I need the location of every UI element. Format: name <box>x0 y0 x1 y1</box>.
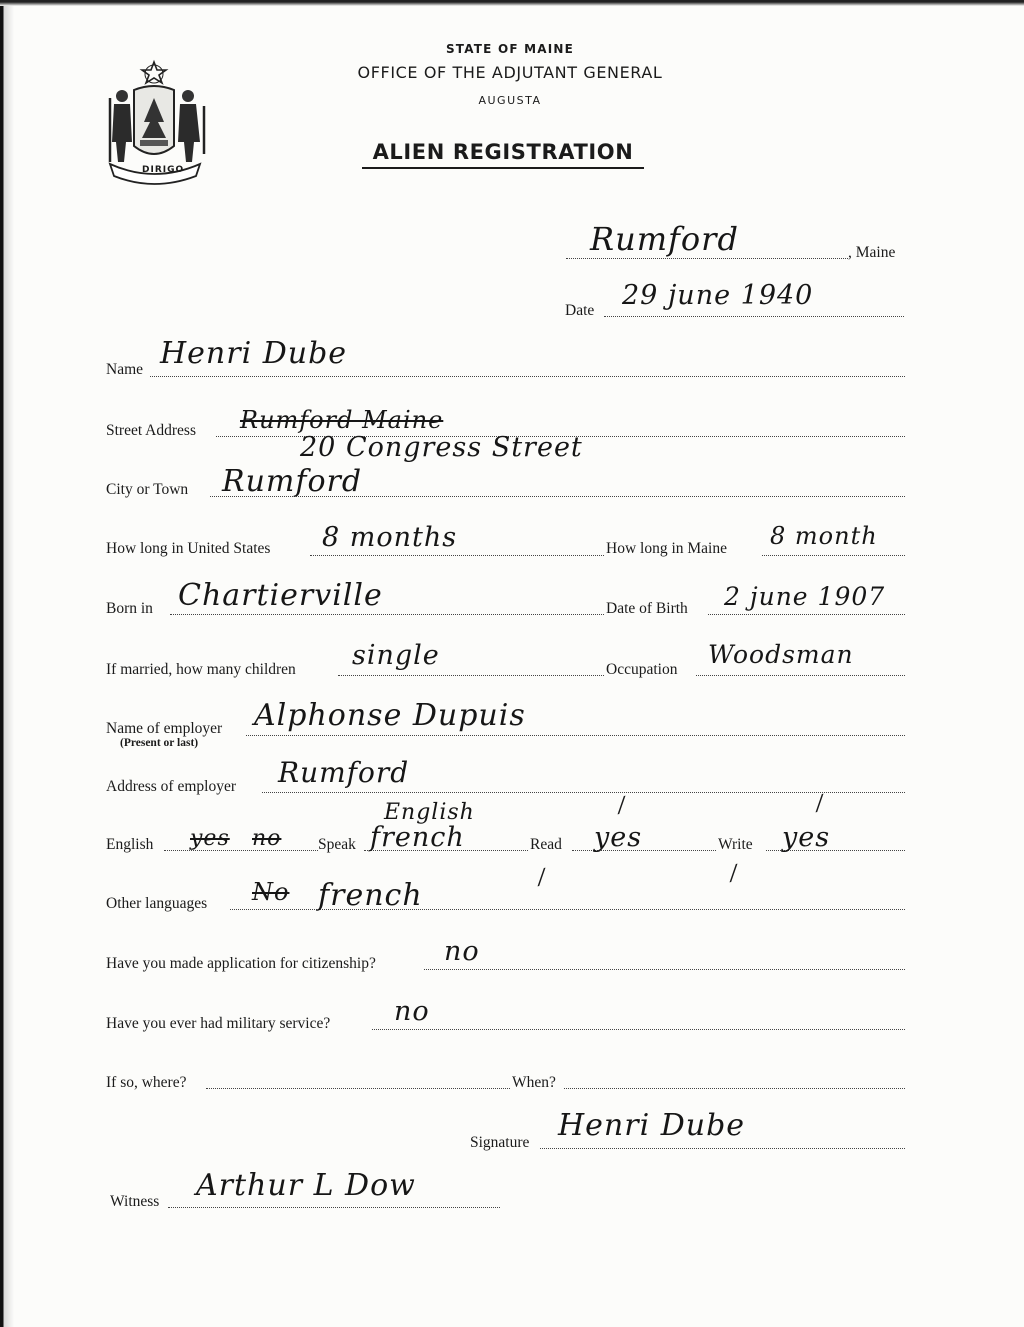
children-line <box>338 675 604 676</box>
signature-value: Henri Dube <box>558 1108 746 1143</box>
military-value: no <box>394 996 430 1027</box>
witness-label: Witness <box>110 1193 160 1210</box>
date-of-birth-line <box>708 614 905 615</box>
citizenship-label: Have you made application for citizenship? <box>106 955 376 972</box>
other-languages-struck: No <box>252 878 290 906</box>
date-label: Date <box>565 302 595 319</box>
where-line <box>206 1088 510 1089</box>
place-value: Rumford <box>590 220 739 258</box>
scan-edge-top <box>0 0 1024 6</box>
witness-value: Arthur L Dow <box>196 1168 416 1203</box>
occupation-value: Woodsman <box>708 640 854 669</box>
place-line <box>566 258 848 259</box>
read-checkmark-icon: ⁄ <box>617 793 627 820</box>
other-languages-label: Other languages <box>106 895 208 912</box>
city-value: Rumford <box>222 464 363 499</box>
other-languages-value: french <box>318 878 423 913</box>
military-label: Have you ever had military service? <box>106 1015 331 1032</box>
employer-address-line <box>262 792 905 793</box>
header-office: OFFICE OF THE ADJUTANT GENERAL <box>357 63 663 82</box>
street-address-label: Street Address <box>106 422 196 439</box>
name-label: Name <box>106 361 144 378</box>
how-long-maine-label: How long in Maine <box>606 540 727 557</box>
write-value: yes <box>782 822 831 853</box>
english-line <box>164 850 318 851</box>
citizenship-value: no <box>444 936 480 967</box>
born-in-line <box>170 614 604 615</box>
how-long-us-value: 8 months <box>322 522 458 553</box>
write-checkmark-icon: ⁄ <box>815 791 825 818</box>
other-languages-checkmark-2-icon: ⁄ <box>729 861 739 888</box>
header-city: AUGUSTA <box>478 94 542 107</box>
date-value: 29 june 1940 <box>622 280 814 311</box>
when-line <box>564 1088 905 1089</box>
street-address-value: 20 Congress Street <box>300 432 583 463</box>
occupation-label: Occupation <box>606 661 678 678</box>
children-value: single <box>352 640 440 671</box>
signature-line <box>540 1148 905 1149</box>
born-in-label: Born in <box>106 600 153 617</box>
english-label: English <box>106 836 154 853</box>
children-label: If married, how many children <box>106 661 296 678</box>
street-address-struck: Rumford Maine <box>240 406 444 434</box>
how-long-maine-line <box>762 555 905 556</box>
how-long-us-line <box>310 555 604 556</box>
city-label: City or Town <box>106 481 189 498</box>
occupation-line <box>696 675 905 676</box>
english-struck-no: no <box>252 826 282 851</box>
other-languages-checkmark-icon: ⁄ <box>537 865 547 892</box>
english-struck-yes: yes <box>190 826 230 851</box>
how-long-us-label: How long in United States <box>106 540 271 557</box>
speak-label: Speak <box>318 836 356 853</box>
when-label: When? <box>512 1074 556 1091</box>
employer-address-value: Rumford <box>278 756 410 789</box>
citizenship-line <box>424 969 905 970</box>
military-line <box>372 1029 905 1030</box>
witness-line <box>168 1207 500 1208</box>
place-suffix: , Maine <box>848 244 896 261</box>
how-long-maine-value: 8 month <box>770 522 878 550</box>
date-of-birth-value: 2 june 1907 <box>724 582 886 611</box>
employer-sublabel: (Present or last) <box>120 737 199 749</box>
seal-motto: DIRIGO <box>142 165 185 175</box>
read-label: Read <box>530 836 562 853</box>
employer-address-label: Address of employer <box>106 778 236 795</box>
speak-over-value: English <box>384 800 475 825</box>
write-label: Write <box>718 836 753 853</box>
speak-value: french <box>370 822 465 853</box>
name-line <box>150 376 905 377</box>
form-title: ALIEN REGISTRATION <box>362 140 644 169</box>
date-line <box>604 316 904 317</box>
name-value: Henri Dube <box>160 336 348 371</box>
employer-value: Alphonse Dupuis <box>254 698 526 733</box>
scan-edge-left <box>0 0 14 1327</box>
born-in-value: Chartierville <box>178 578 383 613</box>
header-state: STATE OF MAINE <box>445 42 575 56</box>
where-label: If so, where? <box>106 1074 187 1091</box>
date-of-birth-label: Date of Birth <box>606 600 688 617</box>
employer-line <box>246 735 905 736</box>
read-value: yes <box>594 822 643 853</box>
signature-label: Signature <box>470 1134 530 1151</box>
employer-label: Name of employer <box>106 720 223 737</box>
